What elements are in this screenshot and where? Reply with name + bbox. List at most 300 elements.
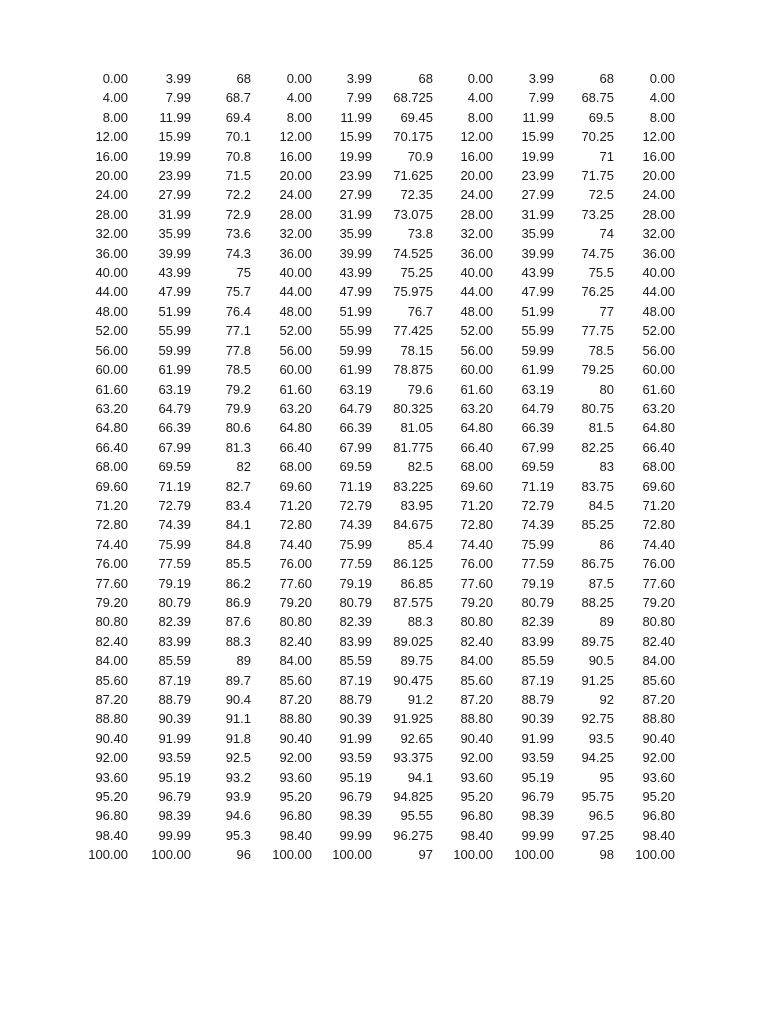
table-cell[interactable]: 63.20 [279,400,312,416]
table-cell[interactable]: 8.00 [649,109,675,125]
table-cell[interactable]: 47.99 [521,284,554,300]
table-cell[interactable]: 74.39 [339,517,372,533]
table-cell[interactable]: 90.4 [225,692,251,707]
table-cell[interactable]: 11.99 [159,109,191,125]
table-cell[interactable]: 3.99 [165,71,191,86]
table-cell[interactable]: 85.5 [225,556,251,572]
table-cell[interactable]: 100.00 [514,847,554,863]
table-cell[interactable]: 94.825 [393,789,433,805]
table-cell[interactable]: 95.55 [400,808,433,824]
table-cell[interactable]: 78.5 [588,342,614,358]
table-cell[interactable]: 76.00 [642,556,675,572]
table-cell[interactable]: 100.00 [88,847,128,863]
table-cell[interactable]: 82.39 [339,614,372,630]
table-cell[interactable]: 3.99 [528,71,554,86]
table-cell[interactable]: 79.6 [407,381,433,397]
table-cell[interactable]: 82.40 [95,633,128,649]
table-cell[interactable]: 63.20 [95,400,128,416]
table-cell[interactable]: 98.39 [339,808,372,824]
table-cell[interactable]: 61.60 [95,381,128,397]
table-cell[interactable]: 82 [236,459,251,475]
table-cell[interactable]: 90.40 [95,730,128,746]
table-cell[interactable]: 87.575 [393,594,433,610]
table-cell[interactable]: 71.19 [521,478,554,494]
table-cell[interactable]: 72.80 [95,517,128,533]
table-cell[interactable]: 79.19 [521,575,554,591]
table-cell[interactable]: 82.7 [225,478,251,494]
table-cell[interactable]: 79.2 [225,381,251,397]
table-cell[interactable]: 20.00 [95,168,128,184]
table-cell[interactable]: 7.99 [346,90,372,106]
table-cell[interactable]: 66.40 [460,439,493,455]
table-cell[interactable]: 0.00 [286,71,312,86]
table-cell[interactable]: 100.00 [453,847,493,863]
table-cell[interactable]: 75.99 [158,536,191,552]
table-cell[interactable]: 81.3 [225,439,251,455]
table-cell[interactable]: 72.35 [400,187,433,203]
table-cell[interactable]: 28.00 [95,206,128,222]
table-cell[interactable]: 75.5 [588,265,614,281]
table-cell[interactable]: 40.00 [642,265,675,281]
table-cell[interactable]: 68.00 [279,459,312,475]
table-cell[interactable]: 11.99 [340,109,372,125]
table-cell[interactable]: 81.5 [588,420,614,436]
table-cell[interactable]: 63.20 [642,400,675,416]
table-cell[interactable]: 95.3 [225,827,251,843]
table-cell[interactable]: 12.00 [95,129,128,145]
table-cell[interactable]: 98.40 [460,827,493,843]
table-cell[interactable]: 71 [599,148,614,164]
table-cell[interactable]: 12.00 [460,129,493,145]
table-cell[interactable]: 100.00 [332,847,372,863]
table-cell[interactable]: 84.5 [588,497,614,513]
table-cell[interactable]: 61.99 [339,362,372,378]
table-cell[interactable]: 91.925 [393,711,433,727]
table-cell[interactable]: 71.75 [581,168,614,184]
table-cell[interactable]: 31.99 [158,206,191,222]
table-cell[interactable]: 35.99 [158,226,191,242]
table-cell[interactable]: 86.125 [393,556,433,572]
table-cell[interactable]: 85.4 [407,536,433,552]
table-cell[interactable]: 91.8 [225,730,251,746]
table-cell[interactable]: 88.79 [339,692,372,707]
table-cell[interactable]: 73.075 [393,206,433,222]
table-cell[interactable]: 88.80 [642,711,675,727]
table-cell[interactable]: 92.00 [460,750,493,766]
table-cell[interactable]: 92 [599,692,614,707]
table-cell[interactable]: 80.80 [460,614,493,630]
table-cell[interactable]: 75 [236,265,251,281]
table-cell[interactable]: 69.60 [460,478,493,494]
table-cell[interactable]: 15.99 [339,129,372,145]
table-cell[interactable]: 87.20 [460,692,493,707]
table-cell[interactable]: 88.25 [581,594,614,610]
table-cell[interactable]: 77.59 [521,556,554,572]
table-cell[interactable]: 52.00 [95,323,128,339]
table-cell[interactable]: 77.59 [158,556,191,572]
table-cell[interactable]: 72.80 [460,517,493,533]
table-cell[interactable]: 12.00 [279,129,312,145]
table-cell[interactable]: 97 [418,847,433,863]
table-cell[interactable]: 69.59 [339,459,372,475]
table-cell[interactable]: 93.60 [279,769,312,785]
table-cell[interactable]: 0.00 [102,71,128,86]
table-cell[interactable]: 8.00 [102,109,128,125]
table-cell[interactable]: 56.00 [279,342,312,358]
table-cell[interactable]: 88.79 [158,692,191,707]
table-cell[interactable]: 24.00 [95,187,128,203]
table-cell[interactable]: 27.99 [521,187,554,203]
table-cell[interactable]: 51.99 [339,303,372,319]
table-cell[interactable]: 31.99 [339,206,372,222]
table-cell[interactable]: 80.79 [339,594,372,610]
table-cell[interactable]: 71.20 [642,497,675,513]
table-cell[interactable]: 67.99 [158,439,191,455]
table-cell[interactable]: 3.99 [346,71,372,86]
table-cell[interactable]: 69.60 [95,478,128,494]
table-cell[interactable]: 43.99 [339,265,372,281]
table-cell[interactable]: 36.00 [95,245,128,261]
table-cell[interactable]: 88.80 [460,711,493,727]
table-cell[interactable]: 55.99 [158,323,191,339]
table-cell[interactable]: 93.59 [339,750,372,766]
table-cell[interactable]: 61.60 [642,381,675,397]
table-cell[interactable]: 60.00 [642,362,675,378]
table-cell[interactable]: 85.25 [581,517,614,533]
table-cell[interactable]: 71.19 [158,478,191,494]
table-cell[interactable]: 60.00 [460,362,493,378]
table-cell[interactable]: 78.5 [225,362,251,378]
table-cell[interactable]: 77.75 [581,323,614,339]
table-cell[interactable]: 72.80 [642,517,675,533]
table-cell[interactable]: 72.5 [588,187,614,203]
table-cell[interactable]: 60.00 [279,362,312,378]
table-cell[interactable]: 76.4 [225,303,251,319]
table-cell[interactable]: 84.8 [225,536,251,552]
table-cell[interactable]: 11.99 [522,109,554,125]
table-cell[interactable]: 83.99 [339,633,372,649]
table-cell[interactable]: 95.19 [158,769,191,785]
table-cell[interactable]: 96.275 [393,827,433,843]
table-cell[interactable]: 70.8 [225,148,251,164]
table-cell[interactable]: 77.425 [393,323,433,339]
table-cell[interactable]: 74.39 [521,517,554,533]
table-cell[interactable]: 12.00 [642,129,675,145]
table-cell[interactable]: 24.00 [642,187,675,203]
table-cell[interactable]: 96.80 [642,808,675,824]
table-cell[interactable]: 8.00 [467,109,493,125]
table-cell[interactable]: 86 [599,536,614,552]
table-cell[interactable]: 90.39 [521,711,554,727]
table-cell[interactable]: 95.19 [339,769,372,785]
table-cell[interactable]: 85.60 [460,672,493,688]
table-cell[interactable]: 91.99 [339,730,372,746]
table-cell[interactable]: 74.39 [158,517,191,533]
table-cell[interactable]: 67.99 [339,439,372,455]
table-cell[interactable]: 75.99 [339,536,372,552]
table-cell[interactable]: 69.60 [279,478,312,494]
table-cell[interactable]: 20.00 [642,168,675,184]
table-cell[interactable]: 82.40 [642,633,675,649]
table-cell[interactable]: 23.99 [521,168,554,184]
table-cell[interactable]: 82.40 [460,633,493,649]
table-cell[interactable]: 78.875 [393,362,433,378]
table-cell[interactable]: 0.00 [649,71,675,86]
table-cell[interactable]: 28.00 [460,206,493,222]
table-cell[interactable]: 86.2 [225,575,251,591]
table-cell[interactable]: 27.99 [339,187,372,203]
table-cell[interactable]: 51.99 [521,303,554,319]
table-cell[interactable]: 48.00 [279,303,312,319]
table-cell[interactable]: 84.675 [393,517,433,533]
table-cell[interactable]: 99.99 [158,827,191,843]
table-cell[interactable]: 90.40 [460,730,493,746]
table-cell[interactable]: 61.60 [460,381,493,397]
table-cell[interactable]: 19.99 [521,148,554,164]
table-cell[interactable]: 44.00 [460,284,493,300]
table-cell[interactable]: 79.20 [279,594,312,610]
table-cell[interactable]: 72.79 [521,497,554,513]
table-cell[interactable]: 68.00 [95,459,128,475]
table-cell[interactable]: 92.65 [400,730,433,746]
table-cell[interactable]: 84.1 [225,517,251,533]
table-cell[interactable]: 52.00 [460,323,493,339]
table-cell[interactable]: 64.80 [642,420,675,436]
table-cell[interactable]: 92.5 [225,750,251,766]
table-cell[interactable]: 96.79 [521,789,554,805]
table-cell[interactable]: 16.00 [460,148,493,164]
table-cell[interactable]: 86.9 [225,594,251,610]
table-cell[interactable]: 96.5 [588,808,614,824]
table-cell[interactable]: 72.2 [225,187,251,203]
table-cell[interactable]: 72.79 [339,497,372,513]
table-cell[interactable]: 31.99 [521,206,554,222]
table-cell[interactable]: 40.00 [460,265,493,281]
table-cell[interactable]: 36.00 [460,245,493,261]
table-cell[interactable]: 90.39 [158,711,191,727]
table-cell[interactable]: 52.00 [642,323,675,339]
table-cell[interactable]: 96.79 [158,789,191,805]
table-cell[interactable]: 88.80 [279,711,312,727]
table-cell[interactable]: 66.40 [95,439,128,455]
table-cell[interactable]: 80.325 [393,400,433,416]
table-cell[interactable]: 43.99 [158,265,191,281]
table-cell[interactable]: 72.80 [279,517,312,533]
table-cell[interactable]: 79.20 [642,594,675,610]
table-cell[interactable]: 32.00 [460,226,493,242]
table-cell[interactable]: 91.25 [581,672,614,688]
table-cell[interactable]: 68.725 [393,90,433,106]
table-cell[interactable]: 92.00 [642,750,675,766]
table-cell[interactable]: 98.40 [279,827,312,843]
table-cell[interactable]: 100.00 [635,847,675,863]
table-cell[interactable]: 80.79 [158,594,191,610]
table-cell[interactable]: 32.00 [642,226,675,242]
table-cell[interactable]: 64.80 [279,420,312,436]
table-cell[interactable]: 39.99 [158,245,191,261]
table-cell[interactable]: 80.80 [95,614,128,630]
table-cell[interactable]: 87.20 [279,692,312,707]
table-cell[interactable]: 83.99 [158,633,191,649]
table-cell[interactable]: 73.6 [225,226,251,242]
table-cell[interactable]: 85.59 [521,653,554,669]
table-cell[interactable]: 98.39 [158,808,191,824]
table-cell[interactable]: 91.99 [521,730,554,746]
table-cell[interactable]: 94.25 [581,750,614,766]
table-cell[interactable]: 61.60 [279,381,312,397]
table-cell[interactable]: 15.99 [158,129,191,145]
table-cell[interactable]: 68.7 [225,90,251,106]
table-cell[interactable]: 81.775 [393,439,433,455]
table-cell[interactable]: 91.99 [158,730,191,746]
table-cell[interactable]: 98.40 [642,827,675,843]
table-cell[interactable]: 59.99 [521,342,554,358]
table-cell[interactable]: 68 [236,71,251,86]
table-cell[interactable]: 4.00 [649,90,675,106]
table-cell[interactable]: 76.00 [460,556,493,572]
table-cell[interactable]: 74.75 [581,245,614,261]
table-cell[interactable]: 96.80 [279,808,312,824]
table-cell[interactable]: 66.40 [642,439,675,455]
table-cell[interactable]: 44.00 [95,284,128,300]
table-cell[interactable]: 90.475 [393,672,433,688]
table-cell[interactable]: 85.60 [279,672,312,688]
table-cell[interactable]: 77.60 [279,575,312,591]
table-cell[interactable]: 71.20 [95,497,128,513]
table-cell[interactable]: 95.20 [460,789,493,805]
table-cell[interactable]: 64.80 [95,420,128,436]
table-cell[interactable]: 72.79 [158,497,191,513]
table-cell[interactable]: 78.15 [400,342,433,358]
table-cell[interactable]: 55.99 [339,323,372,339]
table-cell[interactable]: 77.60 [95,575,128,591]
table-cell[interactable]: 90.40 [279,730,312,746]
table-cell[interactable]: 69.45 [400,109,433,125]
table-cell[interactable]: 90.39 [339,711,372,727]
table-cell[interactable]: 85.59 [158,653,191,669]
table-cell[interactable]: 82.39 [521,614,554,630]
table-cell[interactable]: 7.99 [528,90,554,106]
table-cell[interactable]: 75.975 [393,284,433,300]
table-cell[interactable]: 69.5 [588,109,614,125]
table-cell[interactable]: 89 [236,653,251,669]
table-cell[interactable]: 83.99 [521,633,554,649]
table-cell[interactable]: 87.19 [339,672,372,688]
table-cell[interactable]: 88.80 [95,711,128,727]
table-cell[interactable]: 69.59 [521,459,554,475]
table-cell[interactable]: 84.00 [279,653,312,669]
table-cell[interactable]: 93.2 [225,769,251,785]
table-cell[interactable]: 74.40 [642,536,675,552]
table-cell[interactable]: 47.99 [158,284,191,300]
table-cell[interactable]: 93.59 [158,750,191,766]
table-cell[interactable]: 85.59 [339,653,372,669]
table-cell[interactable]: 77.8 [225,342,251,358]
table-cell[interactable]: 79.19 [158,575,191,591]
table-cell[interactable]: 74.40 [460,536,493,552]
table-cell[interactable]: 96.80 [95,808,128,824]
table-cell[interactable]: 44.00 [642,284,675,300]
table-cell[interactable]: 68.00 [460,459,493,475]
table-cell[interactable]: 73.25 [581,206,614,222]
table-cell[interactable]: 35.99 [339,226,372,242]
table-cell[interactable]: 70.9 [407,148,433,164]
table-cell[interactable]: 70.1 [225,129,251,145]
table-cell[interactable]: 77 [599,303,614,319]
table-cell[interactable]: 84.00 [460,653,493,669]
table-cell[interactable]: 80.80 [279,614,312,630]
table-cell[interactable]: 83 [599,459,614,475]
table-cell[interactable]: 75.99 [521,536,554,552]
table-cell[interactable]: 28.00 [642,206,675,222]
table-cell[interactable]: 66.39 [339,420,372,436]
table-cell[interactable]: 69.60 [642,478,675,494]
table-cell[interactable]: 87.6 [225,614,251,630]
table-cell[interactable]: 28.00 [279,206,312,222]
table-cell[interactable]: 74.40 [95,536,128,552]
table-cell[interactable]: 4.00 [286,90,312,106]
table-cell[interactable]: 98.39 [521,808,554,824]
table-cell[interactable]: 79.19 [339,575,372,591]
table-cell[interactable]: 82.40 [279,633,312,649]
table-cell[interactable]: 89.7 [225,672,251,688]
table-cell[interactable]: 99.99 [521,827,554,843]
table-cell[interactable]: 70.175 [393,129,433,145]
table-cell[interactable]: 63.19 [339,381,372,397]
table-cell[interactable]: 39.99 [521,245,554,261]
table-cell[interactable]: 69.59 [158,459,191,475]
table-cell[interactable]: 92.00 [95,750,128,766]
table-cell[interactable]: 8.00 [286,109,312,125]
table-cell[interactable]: 96.79 [339,789,372,805]
table-cell[interactable]: 64.79 [339,400,372,416]
table-cell[interactable]: 64.79 [158,400,191,416]
table-cell[interactable]: 24.00 [460,187,493,203]
table-cell[interactable]: 27.99 [158,187,191,203]
table-cell[interactable]: 97.25 [581,827,614,843]
table-cell[interactable]: 93.5 [588,730,614,746]
table-cell[interactable]: 95.19 [521,769,554,785]
table-cell[interactable]: 94.6 [225,808,251,824]
table-cell[interactable]: 74.3 [225,245,251,261]
table-cell[interactable]: 82.5 [407,459,433,475]
table-cell[interactable]: 90.5 [588,653,614,669]
table-cell[interactable]: 70.25 [581,129,614,145]
table-cell[interactable]: 89 [599,614,614,630]
table-cell[interactable]: 68.00 [642,459,675,475]
table-cell[interactable]: 59.99 [158,342,191,358]
table-cell[interactable]: 82.25 [581,439,614,455]
table-cell[interactable]: 83.75 [581,478,614,494]
table-cell[interactable]: 96 [236,847,251,863]
table-cell[interactable]: 40.00 [279,265,312,281]
table-cell[interactable]: 96.80 [460,808,493,824]
table-cell[interactable]: 16.00 [95,148,128,164]
table-cell[interactable]: 73.8 [407,226,433,242]
table-cell[interactable]: 92.00 [279,750,312,766]
table-cell[interactable]: 64.80 [460,420,493,436]
table-cell[interactable]: 79.9 [225,400,251,416]
table-cell[interactable]: 36.00 [279,245,312,261]
table-cell[interactable]: 95.20 [95,789,128,805]
table-cell[interactable]: 77.60 [460,575,493,591]
table-cell[interactable]: 56.00 [642,342,675,358]
table-cell[interactable]: 93.60 [95,769,128,785]
table-cell[interactable]: 98.40 [95,827,128,843]
table-cell[interactable]: 75.7 [225,284,251,300]
table-cell[interactable]: 85.60 [95,672,128,688]
table-cell[interactable]: 61.99 [521,362,554,378]
